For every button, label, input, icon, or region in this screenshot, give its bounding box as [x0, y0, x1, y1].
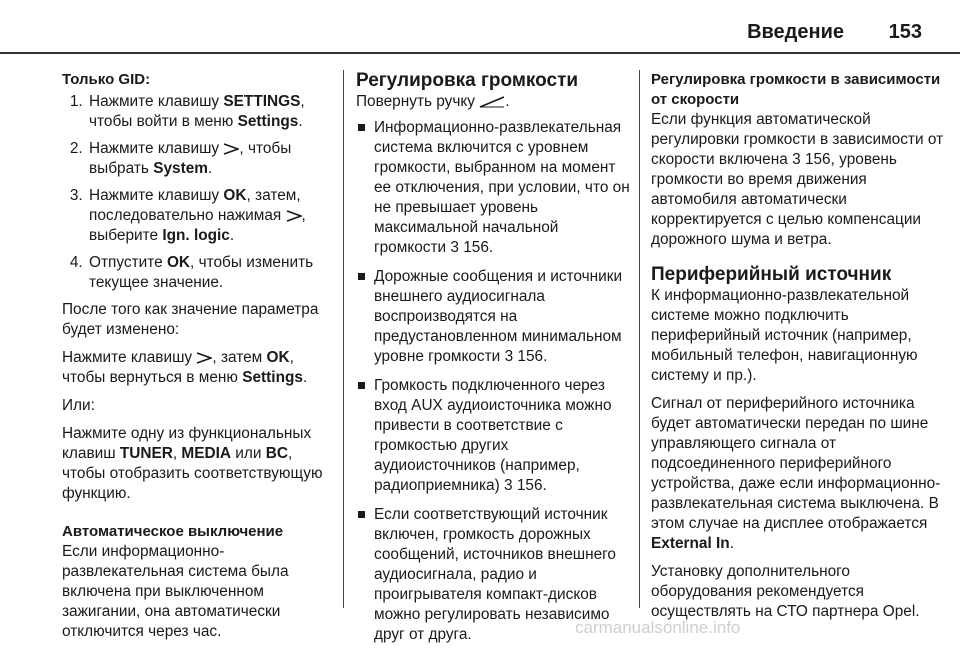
- volume-knob-icon: [479, 96, 505, 108]
- after-change-text: После того как значение параметра будет изменено:: [62, 301, 319, 338]
- column-1: [62, 70, 330, 650]
- next-arrow-icon: [286, 210, 302, 222]
- installation-text: Установку дополнительного оборудования рекомендуется осуществлять на СТО партнера Opel.: [651, 563, 920, 620]
- function-keys-text: Нажмите одну из функциональных клавиш TUNER, MEDIA или BC, чтобы отобразить соответствующую функцию.: [62, 425, 323, 502]
- header-rule: [0, 52, 960, 54]
- volume-heading: Регулировка громкости: [356, 70, 579, 91]
- page-title: Введение: [747, 21, 844, 43]
- watermark: carmanualsonline.info: [575, 618, 741, 637]
- reference-icon: 3: [504, 348, 514, 365]
- reference-icon: 3: [792, 151, 801, 168]
- step-4: 4. Отпустите OK, чтобы изменить текущее значение.: [87, 253, 330, 293]
- volume-bullets: [356, 118, 634, 645]
- list-item: Дорожные сообщения и источники внешнего аудиосигнала воспроизводятся на предустановленном минимальном уровне громкости 3 156.: [356, 267, 634, 367]
- turn-knob-text: Повернуть ручку .: [356, 93, 510, 110]
- auto-off-heading: Автоматическое выключение: [62, 523, 284, 540]
- page-header: [0, 0, 960, 50]
- next-arrow-icon: [196, 352, 212, 364]
- signal-text: Сигнал от периферийного источника будет автоматически передан по шине управляющего сигнала от подсоединенного периферийного устройства, даже если информационно-развлекательная система выключена. В этом случае на дисплее отображается External In.: [651, 395, 941, 552]
- peripheral-text: К информационно-развлекательной системе можно подключить периферийный источник (например, мобильный телефон, навигационную систему и пр.).: [651, 287, 918, 384]
- step-1: 1. Нажмите клавишу SETTINGS, чтобы войти в меню Settings.: [87, 92, 330, 132]
- step-3: 3. Нажмите клавишу OK, затем, последовательно нажимая , выберите Ign. logic.: [87, 186, 330, 246]
- auto-off-text: Если информационно-развлекательная система была включена при выключенном зажигании, она автоматически отключится через час.: [62, 543, 289, 640]
- column-divider: [639, 70, 640, 608]
- page-number: 153: [888, 21, 922, 43]
- column-3: [651, 70, 947, 630]
- reference-icon: 3: [450, 239, 459, 256]
- speed-volume-heading: Регулировка громкости в зависимости от скорости: [651, 71, 941, 108]
- press-return-text: Нажмите клавишу , затем OK, чтобы вернуться в меню Settings.: [62, 349, 308, 386]
- step-2: 2. Нажмите клавишу , чтобы выбрать System.: [87, 139, 330, 179]
- list-item: Громкость подключенного через вход AUX аудиоисточника можно привести в соответствие с громкостью других аудиоисточников (например, радиоприемника) 3 156.: [356, 376, 634, 496]
- peripheral-heading: Периферийный источник: [651, 264, 892, 285]
- list-item: Если соответствующий источник включен, громкость дорожных сообщений, источников внешнего аудиосигнала, радио и проигрывателя компакт-дисков можно регулировать независимо друг от друга.: [356, 505, 634, 645]
- list-item: Информационно-развлекательная система включится с уровнем громкости, выбранном на момент ее отключения, при условии, что он не превышает уровень максимальной начальной громкости 3 156.: [356, 118, 634, 258]
- next-arrow-icon: [223, 143, 239, 155]
- column-2: [356, 70, 634, 654]
- speed-volume-text: Если функция автоматической регулировки громкости в зависимости от скорости включена 3 156, уровень громкости во время движения автомобиля автоматически корректируется с целью компенсации дорожного шума и ветра.: [651, 111, 944, 248]
- column-divider: [343, 70, 344, 608]
- steps-list: [62, 92, 330, 293]
- gid-heading: Только GID:: [62, 71, 151, 88]
- reference-icon: 3: [504, 477, 513, 494]
- or-text: Или:: [62, 397, 95, 414]
